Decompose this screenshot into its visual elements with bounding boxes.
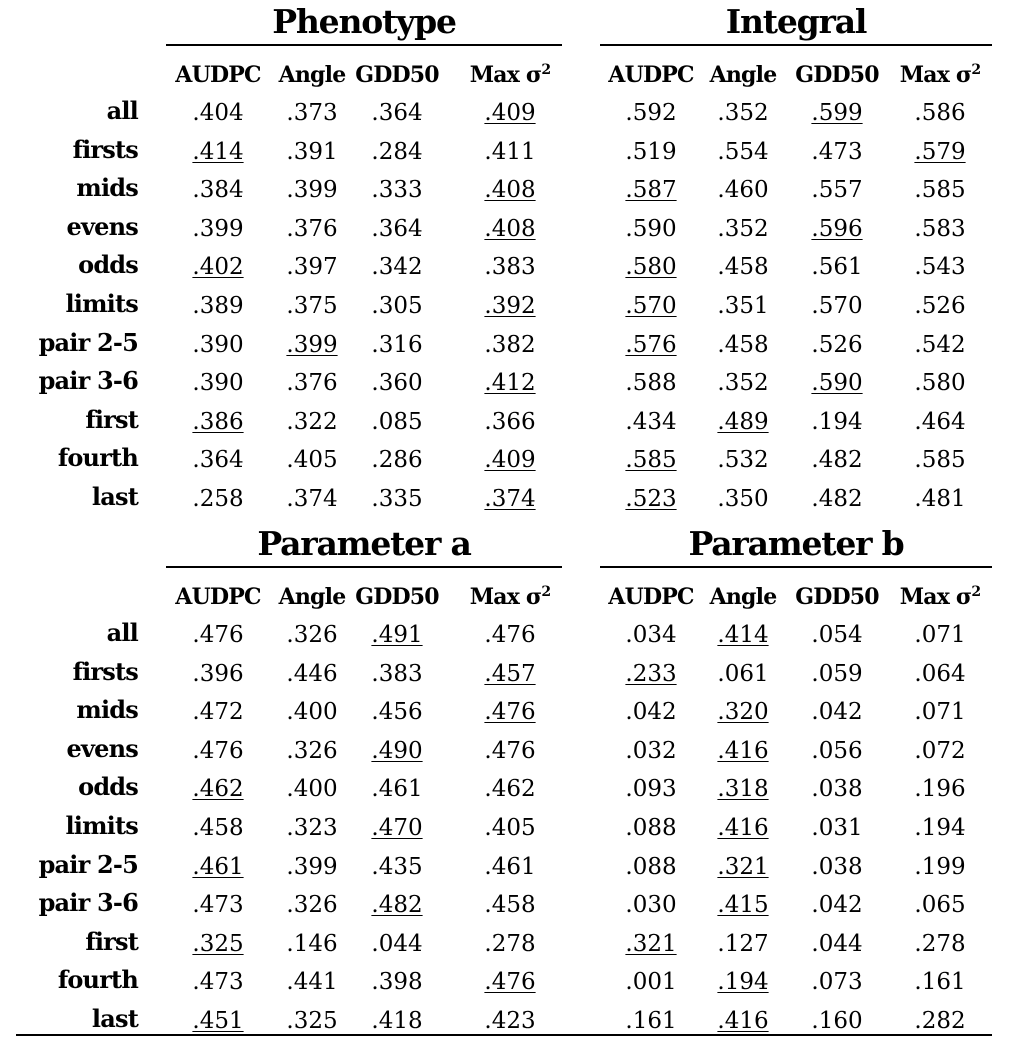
row-label-pair-2-5: pair 2-5 [38,327,138,357]
row-label-all: all [106,96,138,125]
table-cell: .476 [484,969,536,996]
table-cell: .064 [914,660,966,687]
table-cell: .376 [286,215,338,242]
table-cell: .473 [192,892,244,919]
table-cell: .333 [371,177,423,204]
group-rule-parameter-a [166,566,562,568]
row-label-first: first [85,404,138,434]
table-cell: .199 [914,853,966,880]
table-cell: .196 [914,776,966,803]
row-label-odds: odds [78,772,138,802]
table-cell: .457 [484,660,536,687]
table-cell: .482 [371,892,423,919]
table-cell: .580 [914,370,966,397]
table-cell: .030 [625,892,677,919]
table-cell: .399 [286,853,338,880]
table-cell: .476 [192,737,244,764]
table-cell: .042 [811,892,863,919]
table-cell: .461 [371,776,423,803]
table-cell: .001 [625,969,677,996]
table-cell: .456 [371,699,423,726]
table-cell: .351 [717,293,769,319]
table-cell: .411 [484,138,536,165]
table-cell: .414 [192,138,244,165]
table-cell: .160 [811,1008,863,1034]
group-title-parameter-a: Parameter a [257,524,471,563]
table-cell: .489 [717,408,769,435]
table-cell: .599 [811,100,863,126]
table-cell: .376 [286,370,338,397]
table-cell: .561 [811,254,863,281]
column-header-audpc: AUDPC [608,584,694,610]
table-cell: .542 [914,331,966,358]
group-title-phenotype: Phenotype [272,2,456,41]
column-header-max-variance: Max $\sigma^2$ [469,584,551,610]
table-cell: .523 [625,486,677,512]
table-cell: .399 [286,331,338,358]
table-cell: .526 [811,331,863,358]
table-cell: .383 [371,660,423,687]
table-cell: .405 [484,815,536,841]
table-cell: .194 [811,408,863,435]
row-label-limits: limits [65,289,138,318]
table-cell: .554 [717,138,769,165]
row-label-mids: mids [76,173,138,203]
table-cell: .282 [914,1008,966,1034]
table-cell: .592 [625,100,677,126]
table-cell: .342 [371,254,423,281]
row-label-fourth: fourth [57,965,138,995]
table-cell: .396 [192,660,244,687]
table-cell: .416 [717,1008,769,1034]
table-cell: .065 [914,892,966,919]
table-cell: .161 [625,1008,677,1034]
column-header-audpc: AUDPC [175,62,261,88]
column-header-angle: Angle [709,62,777,88]
table-cell: .579 [914,138,966,165]
row-label-all: all [106,618,138,647]
table-cell: .364 [192,447,244,474]
table-cell: .325 [286,1008,338,1034]
table-cell: .404 [192,100,244,126]
table-cell: .473 [811,138,863,165]
table-cell: .383 [484,254,536,281]
column-header-audpc: AUDPC [175,584,261,610]
table-cell: .042 [625,699,677,726]
table-cell: .374 [286,486,338,512]
column-header-angle: Angle [709,584,777,610]
table-cell: .321 [625,930,677,957]
table-cell: .415 [717,892,769,919]
table-cell: .585 [625,447,677,474]
table-cell: .318 [717,776,769,803]
row-label-firsts: firsts [72,656,138,686]
table-cell: .570 [811,293,863,319]
table-cell: .434 [625,408,677,435]
table-cell: .320 [717,699,769,726]
table-cell: .088 [625,815,677,841]
row-label-fourth: fourth [57,443,138,473]
table-cell: .194 [717,969,769,996]
table-cell: .398 [371,969,423,996]
table-cell: .364 [371,215,423,242]
table-cell: .570 [625,293,677,319]
table-cell: .397 [286,254,338,281]
table-cell: .590 [625,215,677,242]
row-label-pair-3-6: pair 3-6 [38,888,138,918]
column-header-gdd50: GDD50 [355,62,439,88]
table-cell: .073 [811,969,863,996]
table-cell: .587 [625,177,677,204]
table-cell: .473 [192,969,244,996]
table-cell: .414 [717,622,769,648]
table-cell: .316 [371,331,423,358]
column-header-angle: Angle [278,62,346,88]
table-cell: .441 [286,969,338,996]
row-label-limits: limits [65,811,138,840]
table-cell: .412 [484,370,536,397]
table-cell: .585 [914,177,966,204]
table-cell: .408 [484,177,536,204]
table-cell: .476 [484,699,536,726]
table-cell: .034 [625,622,677,648]
table-cell: .326 [286,892,338,919]
table-cell: .194 [914,815,966,841]
table-cell: .585 [914,447,966,474]
table-cell: .326 [286,622,338,648]
table-cell: .321 [717,853,769,880]
table-cell: .399 [286,177,338,204]
table-cell: .408 [484,215,536,242]
table-cell: .072 [914,737,966,764]
table-cell: .588 [625,370,677,397]
table-cell: .391 [286,138,338,165]
column-header-max-variance: Max $\sigma^2$ [899,62,981,88]
table-cell: .462 [484,776,536,803]
row-label-last: last [91,1004,138,1033]
column-header-max-variance: Max $\sigma^2$ [899,584,981,610]
table-cell: .061 [717,660,769,687]
table-cell: .586 [914,100,966,126]
table-cell: .071 [914,699,966,726]
table-cell: .325 [192,930,244,957]
column-header-max-variance: Max $\sigma^2$ [469,62,551,88]
group-rule-parameter-b [600,566,992,568]
table-cell: .161 [914,969,966,996]
table-cell: .044 [371,930,423,957]
table-cell: .409 [484,447,536,474]
table-cell: .472 [192,699,244,726]
table-cell: .464 [914,408,966,435]
row-label-evens: evens [66,733,138,763]
table-cell: .543 [914,254,966,281]
row-label-odds: odds [78,250,138,280]
table-cell: .580 [625,254,677,281]
table-cell: .446 [286,660,338,687]
row-label-first: first [85,926,138,956]
table-cell: .526 [914,293,966,319]
table-cell: .460 [717,177,769,204]
table-cell: .399 [192,215,244,242]
table-cell: .323 [286,815,338,841]
table-cell: .416 [717,815,769,841]
table-cell: .088 [625,853,677,880]
table-cell: .352 [717,370,769,397]
table-cell: .286 [371,447,423,474]
table-cell: .392 [484,293,536,319]
table-cell: .532 [717,447,769,474]
table-cell: .278 [484,930,536,957]
table-cell: .583 [914,215,966,242]
table-cell: .423 [484,1008,536,1034]
table-cell: .435 [371,853,423,880]
table-cell: .350 [717,486,769,512]
table-cell: .462 [192,776,244,803]
table-cell: .400 [286,699,338,726]
table-cell: .305 [371,293,423,319]
column-header-gdd50: GDD50 [795,584,879,610]
table-cell: .389 [192,293,244,319]
table-cell: .044 [811,930,863,957]
table-cell: .405 [286,447,338,474]
table-cell: .284 [371,138,423,165]
table-cell: .360 [371,370,423,397]
table-cell: .458 [717,254,769,281]
row-label-pair-2-5: pair 2-5 [38,849,138,879]
table-cell: .326 [286,737,338,764]
table-cell: .416 [717,737,769,764]
table-cell: .461 [192,853,244,880]
row-label-firsts: firsts [72,134,138,164]
table-cell: .519 [625,138,677,165]
table-cell: .373 [286,100,338,126]
table-cell: .352 [717,100,769,126]
group-title-integral: Integral [725,2,867,41]
table-cell: .382 [484,331,536,358]
table-cell: .233 [625,660,677,687]
column-header-angle: Angle [278,584,346,610]
table-cell: .458 [484,892,536,919]
table-cell: .409 [484,100,536,126]
table-cell: .476 [484,737,536,764]
table-cell: .386 [192,408,244,435]
table-cell: .038 [811,853,863,880]
group-rule-integral [600,44,992,46]
table-cell: .576 [625,331,677,358]
table-cell: .146 [286,930,338,957]
table-cell: .322 [286,408,338,435]
table-cell: .418 [371,1008,423,1034]
table-cell: .374 [484,486,536,512]
table-cell: .366 [484,408,536,435]
column-header-audpc: AUDPC [608,62,694,88]
table-bottom-rule [16,1034,992,1036]
table-cell: .490 [371,737,423,764]
table-cell: .059 [811,660,863,687]
column-header-gdd50: GDD50 [355,584,439,610]
table-cell: .390 [192,370,244,397]
table-cell: .364 [371,100,423,126]
table-cell: .491 [371,622,423,648]
table-cell: .384 [192,177,244,204]
table-cell: .127 [717,930,769,957]
table-cell: .352 [717,215,769,242]
table-cell: .402 [192,254,244,281]
table-cell: .258 [192,486,244,512]
table-cell: .093 [625,776,677,803]
table-cell: .335 [371,486,423,512]
table-cell: .054 [811,622,863,648]
row-label-pair-3-6: pair 3-6 [38,366,138,396]
row-label-mids: mids [76,695,138,725]
table-cell: .056 [811,737,863,764]
table-cell: .596 [811,215,863,242]
table-cell: .482 [811,486,863,512]
column-header-gdd50: GDD50 [795,62,879,88]
table-cell: .476 [484,622,536,648]
table-cell: .458 [192,815,244,841]
table-cell: .278 [914,930,966,957]
table-cell: .038 [811,776,863,803]
table-cell: .032 [625,737,677,764]
table-cell: .031 [811,815,863,841]
row-label-last: last [91,482,138,511]
table-cell: .461 [484,853,536,880]
table-cell: .400 [286,776,338,803]
table-cell: .375 [286,293,338,319]
table-cell: .482 [811,447,863,474]
table-cell: .071 [914,622,966,648]
table-cell: .451 [192,1008,244,1034]
table-cell: .557 [811,177,863,204]
table-cell: .085 [371,408,423,435]
table-cell: .476 [192,622,244,648]
table-cell: .390 [192,331,244,358]
table-cell: .590 [811,370,863,397]
row-label-evens: evens [66,211,138,241]
group-title-parameter-b: Parameter b [688,524,904,563]
table-cell: .470 [371,815,423,841]
group-rule-phenotype [166,44,562,46]
table-cell: .458 [717,331,769,358]
table-cell: .042 [811,699,863,726]
table-cell: .481 [914,486,966,512]
